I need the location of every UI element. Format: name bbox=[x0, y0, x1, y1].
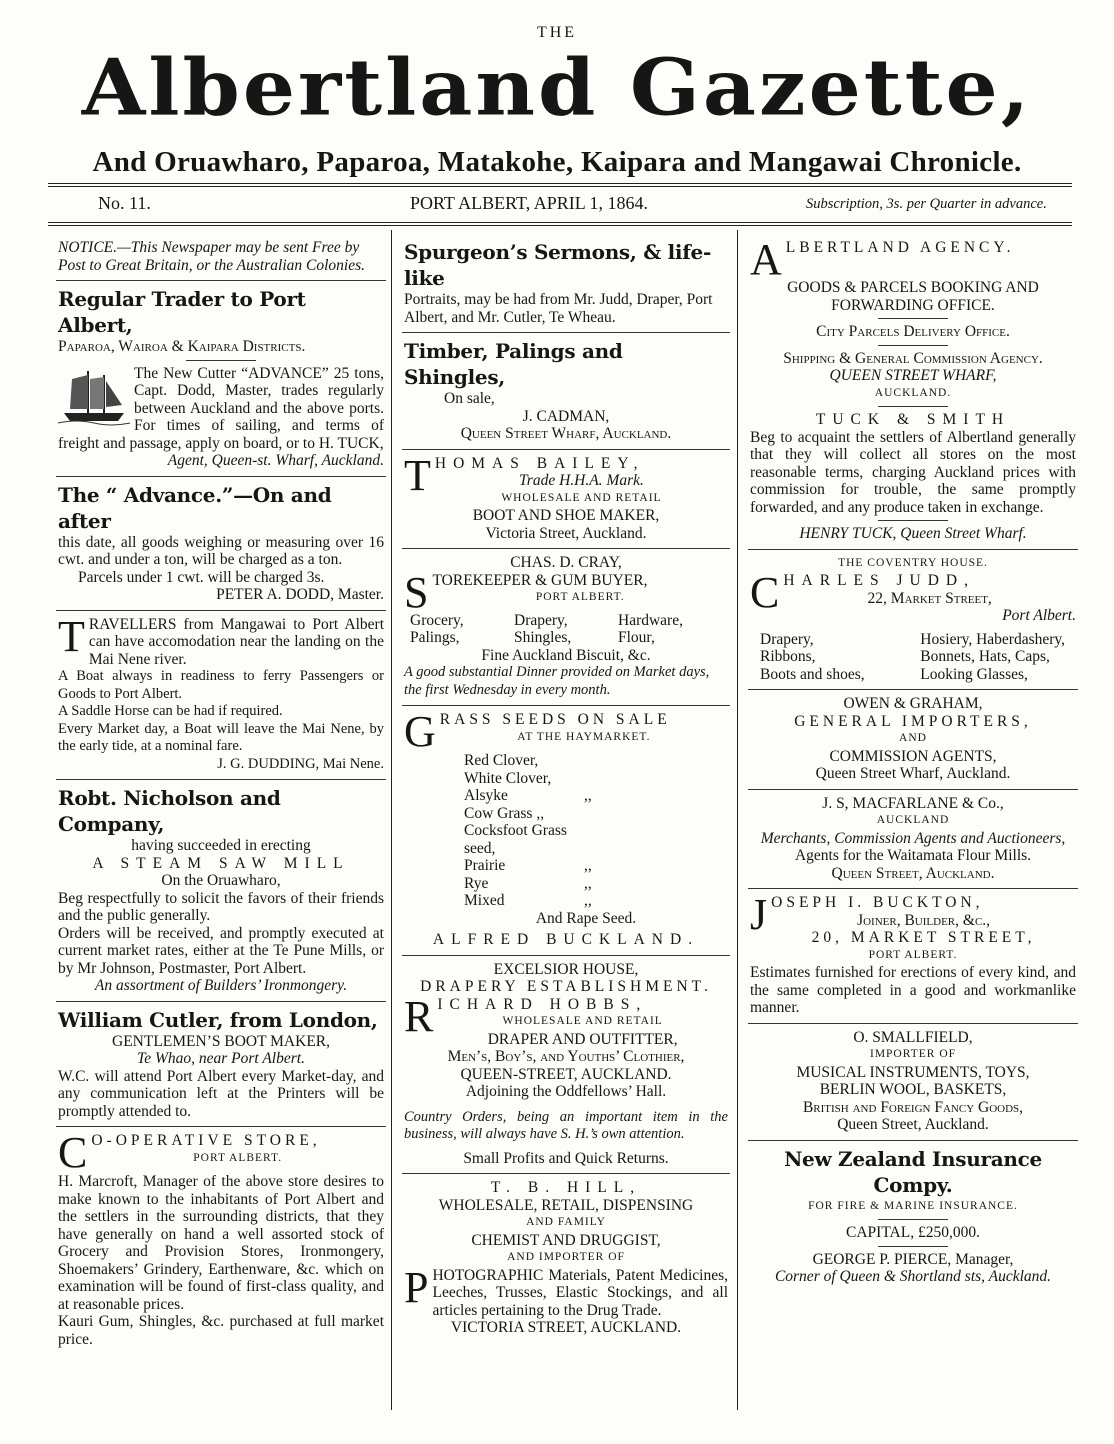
goods-item: Drapery, bbox=[514, 611, 568, 629]
list-item: Alsyke ,, bbox=[464, 787, 592, 804]
goods-item: Bonnets, Hats, Caps, bbox=[920, 648, 1050, 665]
owen-l3: AND bbox=[899, 732, 927, 744]
owen-l4: COMMISSION AGENTS, bbox=[829, 747, 997, 765]
cutler-l1: GENTLEMEN’S BOOT MAKER, bbox=[112, 1032, 330, 1050]
insurance-l1: FOR FIRE & MARINE INSURANCE. bbox=[808, 1199, 1018, 1212]
agency-l2: City Parcels Delivery Office. bbox=[816, 323, 1010, 340]
owen-graham-ad bbox=[748, 690, 1078, 790]
agency-l3: Shipping & General Commission Agency. bbox=[783, 349, 1043, 367]
tuck-sign: HENRY TUCK, Queen Street Wharf. bbox=[799, 525, 1027, 542]
goods-item: Hosiery, Haberdashery, bbox=[920, 630, 1066, 648]
agency-l5: AUCKLAND. bbox=[874, 386, 952, 399]
notice-ad bbox=[56, 234, 386, 281]
drop-cap: R bbox=[404, 991, 434, 1041]
timber-ad bbox=[402, 333, 730, 450]
goods-item: Boots and shoes, bbox=[760, 665, 865, 683]
trader-title: Regular Trader to Port Albert, bbox=[58, 287, 306, 337]
drop-cap: C bbox=[750, 568, 780, 617]
cutler-ad bbox=[56, 1002, 386, 1128]
column-rule-2 bbox=[737, 230, 738, 1410]
macfarlane-l4: Agents for the Waitamata Flour Mills. bbox=[794, 847, 1032, 864]
seed-list bbox=[404, 752, 728, 910]
newspaper-title: Albertland Gazette, bbox=[81, 42, 1033, 134]
divider bbox=[878, 318, 948, 319]
subscription-note: Subscription, 3s. per Quarter in advance. bbox=[806, 196, 1047, 212]
judd-house: THE COVENTRY HOUSE. bbox=[838, 556, 988, 569]
goods-item: Flour, bbox=[618, 629, 655, 646]
trader-body: The New Cutter “ADVANCE” 25 tons, Capt. Dodd, Master, trades regularly between Auckland and the above ports. For times of sailing, and terms of freight and passage, apply on board, or to H. TUCK, bbox=[58, 364, 384, 452]
divider bbox=[878, 406, 948, 407]
drop-cap: J bbox=[750, 890, 768, 939]
timber-title: Timber, Palings and Shingles, bbox=[404, 339, 623, 389]
insurance-l2: CAPITAL, £250,000. bbox=[846, 1224, 980, 1241]
macfarlane-ad bbox=[748, 790, 1078, 890]
hill-addr: VICTORIA STREET, AUCKLAND. bbox=[450, 1319, 682, 1336]
nicholson-p3: An assortment of Builders’ Ironmongery. bbox=[94, 977, 348, 994]
drop-cap: A bbox=[750, 235, 782, 284]
smallfield-l5: British and Foreign Fancy Goods, bbox=[802, 1098, 1024, 1116]
nicholson-title: Robt. Nicholson and Company, bbox=[58, 786, 281, 836]
buckton-body: Estimates furnished for erections of every kind, and the same completed in a good and workmanlike manner. bbox=[750, 964, 1076, 1016]
judd-ad bbox=[748, 550, 1078, 691]
column-2 bbox=[402, 234, 730, 1343]
trader-districts: Paparoa, Wairoa & Kaipara Districts. bbox=[58, 338, 306, 355]
goods-item: Grocery, bbox=[410, 611, 464, 629]
judd-goods bbox=[750, 631, 1076, 684]
macfarlane-l5: Queen Street, Auckland. bbox=[831, 864, 995, 882]
bailey-l3: BOOT AND SHOE MAKER, bbox=[472, 507, 660, 524]
smallfield-l4: BERLIN WOOL, BASKETS, bbox=[819, 1081, 1007, 1098]
insurance-ad bbox=[748, 1141, 1078, 1292]
cray-dinner: A good substantial Dinner provided on Market days, the first Wednesday in every month. bbox=[404, 664, 710, 698]
coop-title: O-OPERATIVE STORE, bbox=[91, 1132, 321, 1149]
list-item: White Clover, bbox=[464, 769, 552, 787]
cray-sub: PORT ALBERT. bbox=[535, 591, 625, 603]
coop-store-ad bbox=[56, 1127, 386, 1354]
agency-ad bbox=[748, 234, 1078, 550]
travellers-p1: A Boat always in readiness to ferry Passengers or Goods to Port Albert. bbox=[58, 668, 384, 702]
macfarlane-l2: AUCKLAND bbox=[876, 814, 950, 826]
bailey-l1: Trade H.H.A. Mark. bbox=[519, 472, 644, 489]
smallfield-ad bbox=[748, 1024, 1078, 1141]
smallfield-l3: MUSICAL INSTRUMENTS, TOYS, bbox=[796, 1063, 1030, 1081]
hobbs-country: Country Orders, being an important item in the business, will always have S. H.’s own attention. bbox=[404, 1108, 728, 1142]
bailey-l4: Victoria Street, Auckland. bbox=[485, 524, 647, 542]
nicholson-l2: A STEAM SAW MILL bbox=[92, 854, 350, 872]
judd-l1: 22, Market Street, bbox=[867, 589, 992, 607]
divider bbox=[878, 345, 948, 346]
goods-item: Ribbons, bbox=[760, 648, 816, 665]
column-1 bbox=[56, 234, 386, 1354]
owen-l2: GENERAL IMPORTERS, bbox=[794, 712, 1032, 730]
smallfield-l6: Queen Street, Auckland. bbox=[837, 1116, 989, 1133]
cray-l0: CHAS. D. CRAY, bbox=[510, 554, 622, 571]
cutler-title: William Cutler, from London, bbox=[58, 1007, 378, 1032]
coop-body2: Kauri Gum, Shingles, &c. purchased at full market price. bbox=[58, 1313, 384, 1348]
hill-ad bbox=[402, 1174, 730, 1343]
nicholson-l3: On the Oruawharo, bbox=[161, 872, 281, 889]
hobbs-l3: WHOLESALE AND RETAIL bbox=[502, 1015, 663, 1027]
hill-l4: AND IMPORTER OF bbox=[507, 1251, 625, 1263]
insurance-title: New Zealand Insurance Compy. bbox=[784, 1146, 1042, 1197]
hobbs-l5: Men’s, Boy’s, and Youths’ Clothier, bbox=[447, 1048, 685, 1065]
masthead-the: THE bbox=[536, 24, 578, 41]
goods-item: Shingles, bbox=[514, 629, 572, 646]
dateline-rule bbox=[48, 222, 1072, 223]
spurgeon-title: Spurgeon’s Sermons, & life-like bbox=[404, 240, 711, 290]
list-item: Cocksfoot Grass seed, bbox=[464, 822, 567, 857]
grass-seeds-ad bbox=[402, 706, 730, 956]
buckton-ad bbox=[748, 889, 1078, 1024]
nicholson-p2: Orders will be received, and promptly executed at current market rates, either at the Te Pune Mills, or by Mr Johnson, Postmaster, Port Albert. bbox=[58, 924, 384, 977]
divider bbox=[878, 1219, 948, 1220]
cutler-body: W.C. will attend Port Albert every Market-day, and any communication left at the Printers will be promptly attended to. bbox=[58, 1067, 384, 1120]
timber-l2: J. CADMAN, bbox=[522, 407, 610, 425]
nicholson-ad bbox=[56, 780, 386, 1002]
trader-sign: Agent, Queen-st. Wharf, Auckland. bbox=[167, 452, 384, 469]
bailey-ad bbox=[402, 450, 730, 550]
issue-date: PORT ALBERT, APRIL 1, 1864. bbox=[410, 193, 649, 213]
buckton-l3: PORT ALBERT. bbox=[868, 948, 958, 961]
drop-cap: P bbox=[404, 1262, 429, 1312]
hobbs-l7: Adjoining the Oddfellows’ Hall. bbox=[465, 1083, 667, 1100]
buckton-l1: Joiner, Builder, &c., bbox=[857, 911, 991, 929]
dateline-rule-2 bbox=[48, 225, 1072, 226]
hobbs-ad bbox=[402, 956, 730, 1175]
buckton-l2: 20, MARKET STREET, bbox=[811, 929, 1036, 946]
cray-ad bbox=[402, 549, 730, 706]
hobbs-title: ICHARD HOBBS, bbox=[437, 995, 648, 1013]
advance-sign: PETER A. DODD, Master. bbox=[216, 586, 384, 603]
goods-item: Palings, bbox=[410, 629, 460, 646]
hobbs-profits: Small Profits and Quick Returns. bbox=[463, 1149, 669, 1167]
owen-l5: Queen Street Wharf, Auckland. bbox=[815, 765, 1011, 782]
travellers-p2: A Saddle Horse can be had if required. bbox=[58, 703, 283, 719]
notice-text: NOTICE.—This Newspaper may be sent Free by Post to Great Britain, or the Australian Colonies. bbox=[58, 239, 365, 274]
drop-cap: T bbox=[404, 450, 431, 500]
buckton-title: OSEPH I. BUCKTON, bbox=[771, 894, 984, 911]
hill-body: HOTOGRAPHIC Materials, Patent Medicines, Leeches, Trusses, Elastic Stockings, and all articles pertaining to the Drug Trade. bbox=[432, 1266, 728, 1319]
newspaper-subtitle: And Oruawharo, Paparoa, Matakohe, Kaipara and Mangawai Chronicle. bbox=[92, 146, 1022, 178]
hobbs-l4: DRAPER AND OUTFITTER, bbox=[487, 1030, 678, 1048]
hobbs-l1: EXCELSIOR HOUSE, bbox=[493, 960, 639, 978]
masthead-rule-2 bbox=[48, 186, 1072, 187]
grass-rape: And Rape Seed. bbox=[535, 909, 637, 927]
hill-title: T. B. HILL, bbox=[490, 1179, 642, 1196]
advance-title: The “ Advance.”—On and after bbox=[58, 482, 332, 533]
drop-cap: G bbox=[404, 707, 436, 756]
hobbs-l6: QUEEN-STREET, AUCKLAND. bbox=[460, 1065, 672, 1083]
agency-l4: QUEEN STREET WHARF, bbox=[829, 367, 997, 384]
spurgeon-body: Portraits, may be had from Mr. Judd, Draper, Port Albert, and Mr. Cutler, Te Wheau. bbox=[404, 291, 713, 326]
nicholson-p1: Beg respectfully to solicit the favors of their friends and the public generally. bbox=[58, 889, 384, 924]
tuck-body: Beg to acquaint the settlers of Albertland generally that they will collect all stores on the most reasonable terms, charging Auckland prices with commission for trouble, the same promptly forwarded, and any produce taken in exchange. bbox=[750, 428, 1076, 516]
goods-item: Hardware, bbox=[618, 611, 683, 629]
coop-body: H. Marcroft, Manager of the above store desires to make known to the inhabitants of Port Albert and the settlers in the surrounding districts, that they have generally on hand a well assorted stock of Grocery and Provision Stores, Ironmongery, Shoemakers’ Grindery, Earthenware, &c. which on examination will be found of first-class quality, and at reasonable prices. bbox=[58, 1173, 384, 1313]
column-rule-1 bbox=[391, 230, 392, 1410]
timber-l3: Queen Street Wharf, Auckland. bbox=[460, 425, 672, 442]
bailey-l2: WHOLESALE AND RETAIL bbox=[501, 491, 662, 504]
regular-trader-ad bbox=[56, 281, 386, 477]
bailey-title: HOMAS BAILEY, bbox=[434, 454, 645, 472]
grass-sign: ALFRED BUCKLAND. bbox=[432, 931, 700, 948]
insurance-l3: GEORGE P. PIERCE, Manager, bbox=[812, 1250, 1014, 1268]
macfarlane-l3: Merchants, Commission Agents and Auctioneers, bbox=[760, 829, 1066, 847]
cutler-l2: Te Whao, near Port Albert. bbox=[137, 1050, 305, 1067]
drop-cap: S bbox=[404, 567, 429, 617]
column-3 bbox=[748, 234, 1078, 1292]
owen-l1: OWEN & GRAHAM, bbox=[843, 695, 983, 712]
agency-l1: GOODS & PARCELS BOOKING AND FORWARDING OFFICE. bbox=[787, 279, 1039, 314]
masthead-rule bbox=[48, 183, 1072, 184]
issue-number: No. 11. bbox=[98, 193, 151, 213]
judd-title: HARLES JUDD, bbox=[783, 572, 976, 589]
cray-title: TOREKEEPER & GUM BUYER, bbox=[432, 571, 648, 589]
list-item: Red Clover, bbox=[464, 752, 539, 769]
hill-l2: AND FAMILY bbox=[526, 1216, 606, 1228]
smallfield-l2: IMPORTER OF bbox=[869, 1048, 957, 1060]
cray-biscuit: Fine Auckland Biscuit, &c. bbox=[481, 646, 651, 664]
goods-item: Drapery, bbox=[760, 630, 814, 648]
hobbs-l2: DRAPERY ESTABLISHMENT. bbox=[420, 978, 712, 995]
advance-ad bbox=[56, 477, 386, 611]
hill-l1: WHOLESALE, RETAIL, DISPENSING bbox=[438, 1196, 694, 1214]
cray-goods bbox=[404, 612, 728, 647]
list-item: Rye ,, bbox=[464, 874, 592, 892]
insurance-l4: Corner of Queen & Shortland sts, Auckland. bbox=[774, 1268, 1052, 1285]
list-item: Mixed ,, bbox=[464, 892, 592, 909]
advance-body2: Parcels under 1 cwt. will be charged 3s. bbox=[78, 568, 325, 586]
tuck-title: TUCK & SMITH bbox=[815, 411, 1011, 428]
divider bbox=[878, 520, 948, 521]
travellers-ad bbox=[56, 611, 386, 781]
drop-cap: T bbox=[58, 611, 85, 661]
judd-l2: Port Albert. bbox=[1002, 607, 1076, 624]
smallfield-l1: O. SMALLFIELD, bbox=[853, 1028, 973, 1046]
list-item: Prairie ,, bbox=[464, 857, 592, 874]
coop-sub: PORT ALBERT. bbox=[193, 1151, 283, 1164]
divider bbox=[878, 1246, 948, 1247]
grass-sub: AT THE HAYMARKET. bbox=[517, 730, 651, 743]
agency-title: LBERTLAND AGENCY. bbox=[785, 239, 1015, 256]
timber-l1: On sale, bbox=[444, 390, 495, 407]
sailing-ship-icon bbox=[58, 365, 130, 427]
goods-item: Looking Glasses, bbox=[920, 665, 1028, 683]
advance-body: this date, all goods weighing or measuring over 16 cwt. and under a ton, will be charged as a ton. bbox=[58, 533, 384, 568]
divider bbox=[186, 360, 256, 361]
travellers-p3: Every Market day, a Boat will leave the Mai Nene, by the early tide, at a nominal fare. bbox=[58, 720, 384, 754]
spurgeon-ad bbox=[402, 234, 730, 333]
travellers-lead: RAVELLERS from Mangawai to Port Albert can have accomodation near the landing on the Mai Nene river. bbox=[88, 615, 384, 668]
list-item: Cow Grass ,, bbox=[464, 804, 545, 822]
travellers-sign: J. G. DUDDING, Mai Nene. bbox=[217, 755, 384, 772]
hill-l3: CHEMIST AND DRUGGIST, bbox=[471, 1231, 661, 1249]
drop-cap: C bbox=[58, 1128, 88, 1177]
nicholson-l1: having succeeded in erecting bbox=[131, 837, 311, 854]
macfarlane-l1: J. S, MACFARLANE & Co., bbox=[822, 794, 1004, 812]
grass-title: RASS SEEDS ON SALE bbox=[439, 711, 671, 728]
